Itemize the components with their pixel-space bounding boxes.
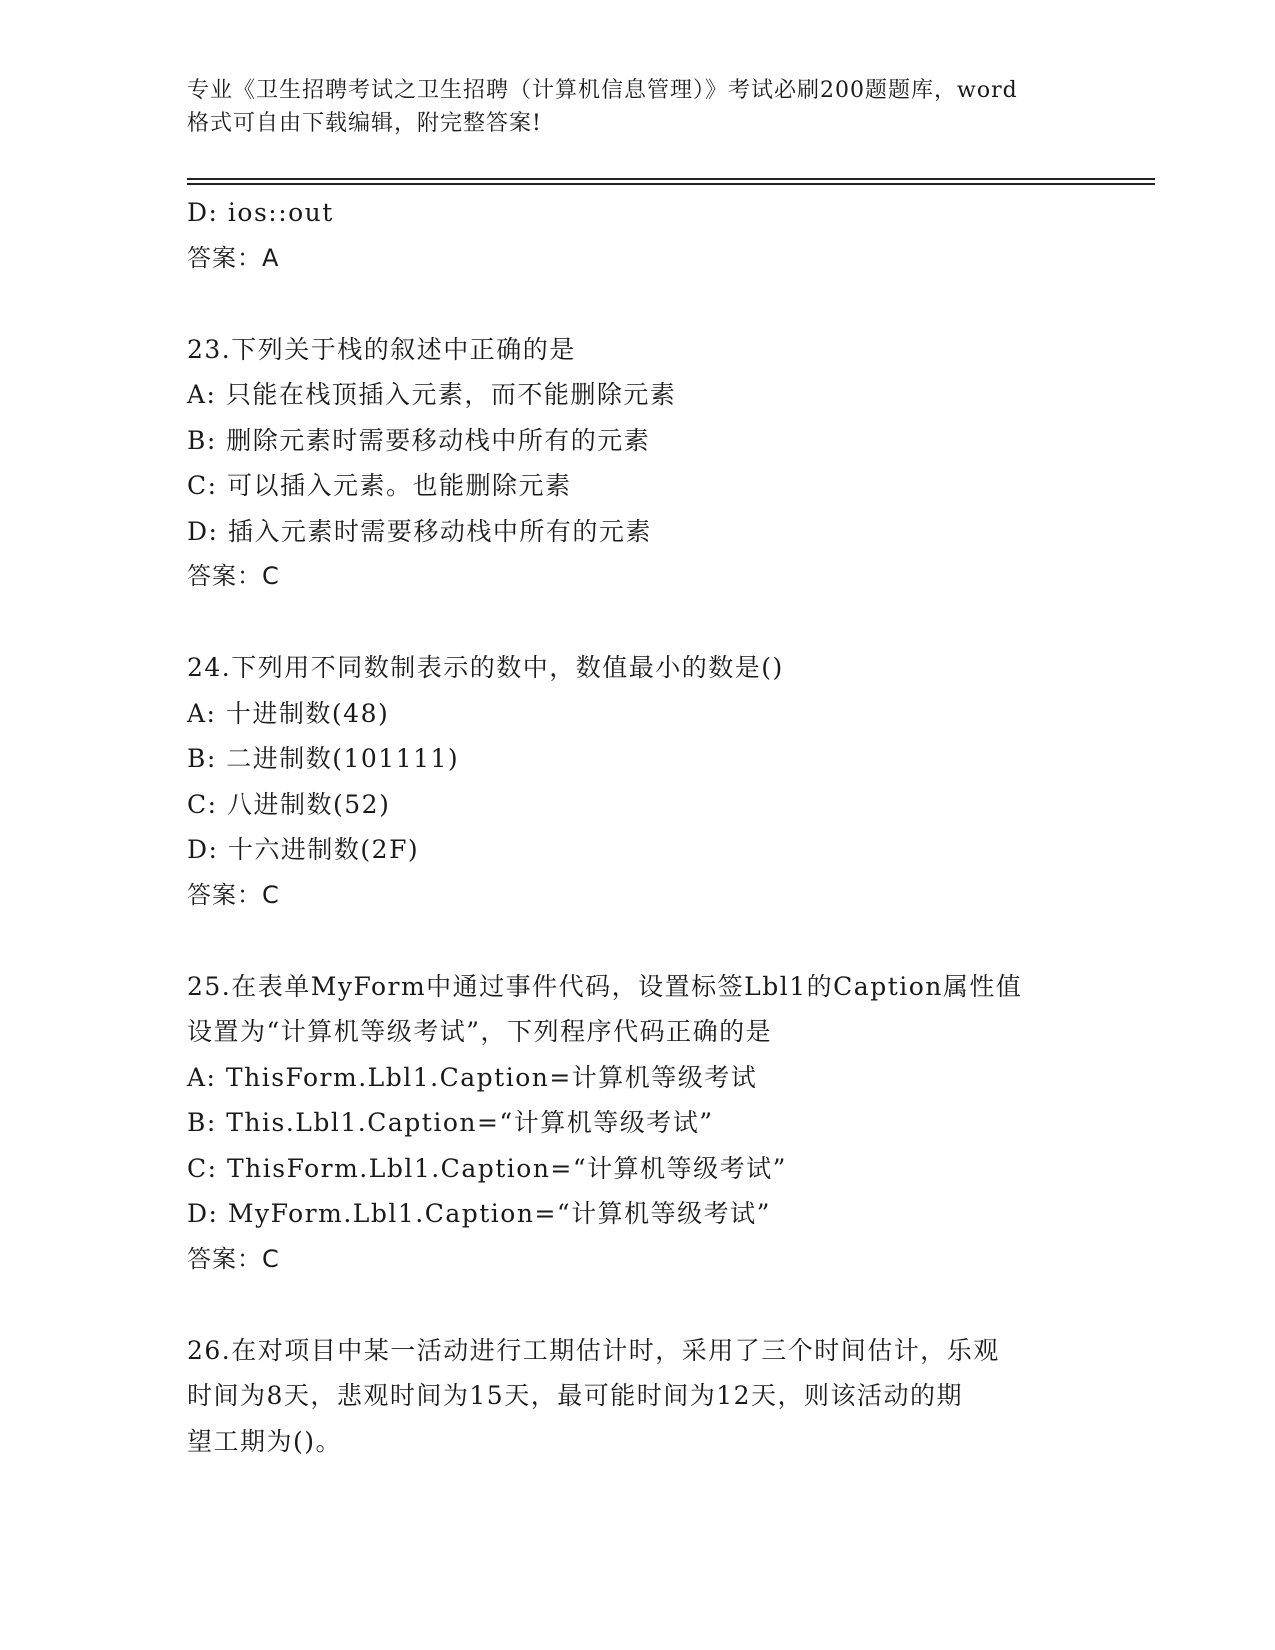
question-stem-line-1: 26.在对项目中某一活动进行工期估计时，采用了三个时间估计，乐观 [187,1335,1000,1365]
header-rule-top [187,178,1155,180]
header-line-1: 专业《卫生招聘考试之卫生招聘（计算机信息管理）》考试必刷200题题库，word [187,78,1018,103]
option-a: A: 只能在栈顶插入元素，而不能删除元素 [187,380,677,409]
prev-option-d: D: ios::out [187,198,334,227]
answer: 答案：C [187,880,280,909]
spacer [187,1282,1087,1328]
option-a: A: 十进制数(48) [187,698,390,728]
prev-answer: 答案：A [187,243,280,272]
answer: 答案：C [187,1244,280,1273]
answer: 答案：C [187,562,280,590]
spacer [187,600,1087,646]
option-c: C: 八进制数(52) [187,789,391,819]
question-24 [187,645,1087,918]
header-rule-bottom [187,183,1155,185]
option-b: B: 删除元素时需要移动栈中所有的元素 [187,425,651,455]
question-23 [187,327,1087,600]
question-list [187,190,1087,1464]
question-stem-line-1: 25.在表单MyForm中通过事件代码，设置标签Lbl1的Caption属性值 [187,971,1023,1001]
question-stem: 23.下列关于栈的叙述中正确的是 [187,334,576,364]
header-line-2: 格式可自由下载编辑，附完整答案! [187,111,542,136]
option-d: D: MyForm.Lbl1.Caption=“计算机等级考试” [187,1199,771,1228]
option-d: D: 插入元素时需要移动栈中所有的元素 [187,516,652,546]
question-stem-line-3: 望工期为()。 [187,1426,343,1456]
question-25 [187,964,1087,1283]
option-b: B: 二进制数(101111) [187,744,460,773]
document-header [187,74,1087,140]
question-stem: 24.下列用不同数制表示的数中，数值最小的数是() [187,653,784,682]
question-26 [187,1328,1087,1465]
question-stem-line-2: 设置为“计算机等级考试”，下列程序代码正确的是 [187,1017,773,1046]
option-a: A: ThisForm.Lbl1.Caption=计算机等级考试 [187,1062,758,1092]
option-c: C: 可以插入元素。也能删除元素 [187,471,572,500]
spacer [187,281,1087,327]
option-b: B: This.Lbl1.Caption=“计算机等级考试” [187,1108,714,1137]
option-d: D: 十六进制数(2F) [187,835,420,864]
spacer [187,918,1087,964]
question-stem-line-2: 时间为8天，悲观时间为15天，最可能时间为12天，则该活动的期 [187,1381,964,1410]
option-c: C: ThisForm.Lbl1.Caption=“计算机等级考试” [187,1153,787,1183]
